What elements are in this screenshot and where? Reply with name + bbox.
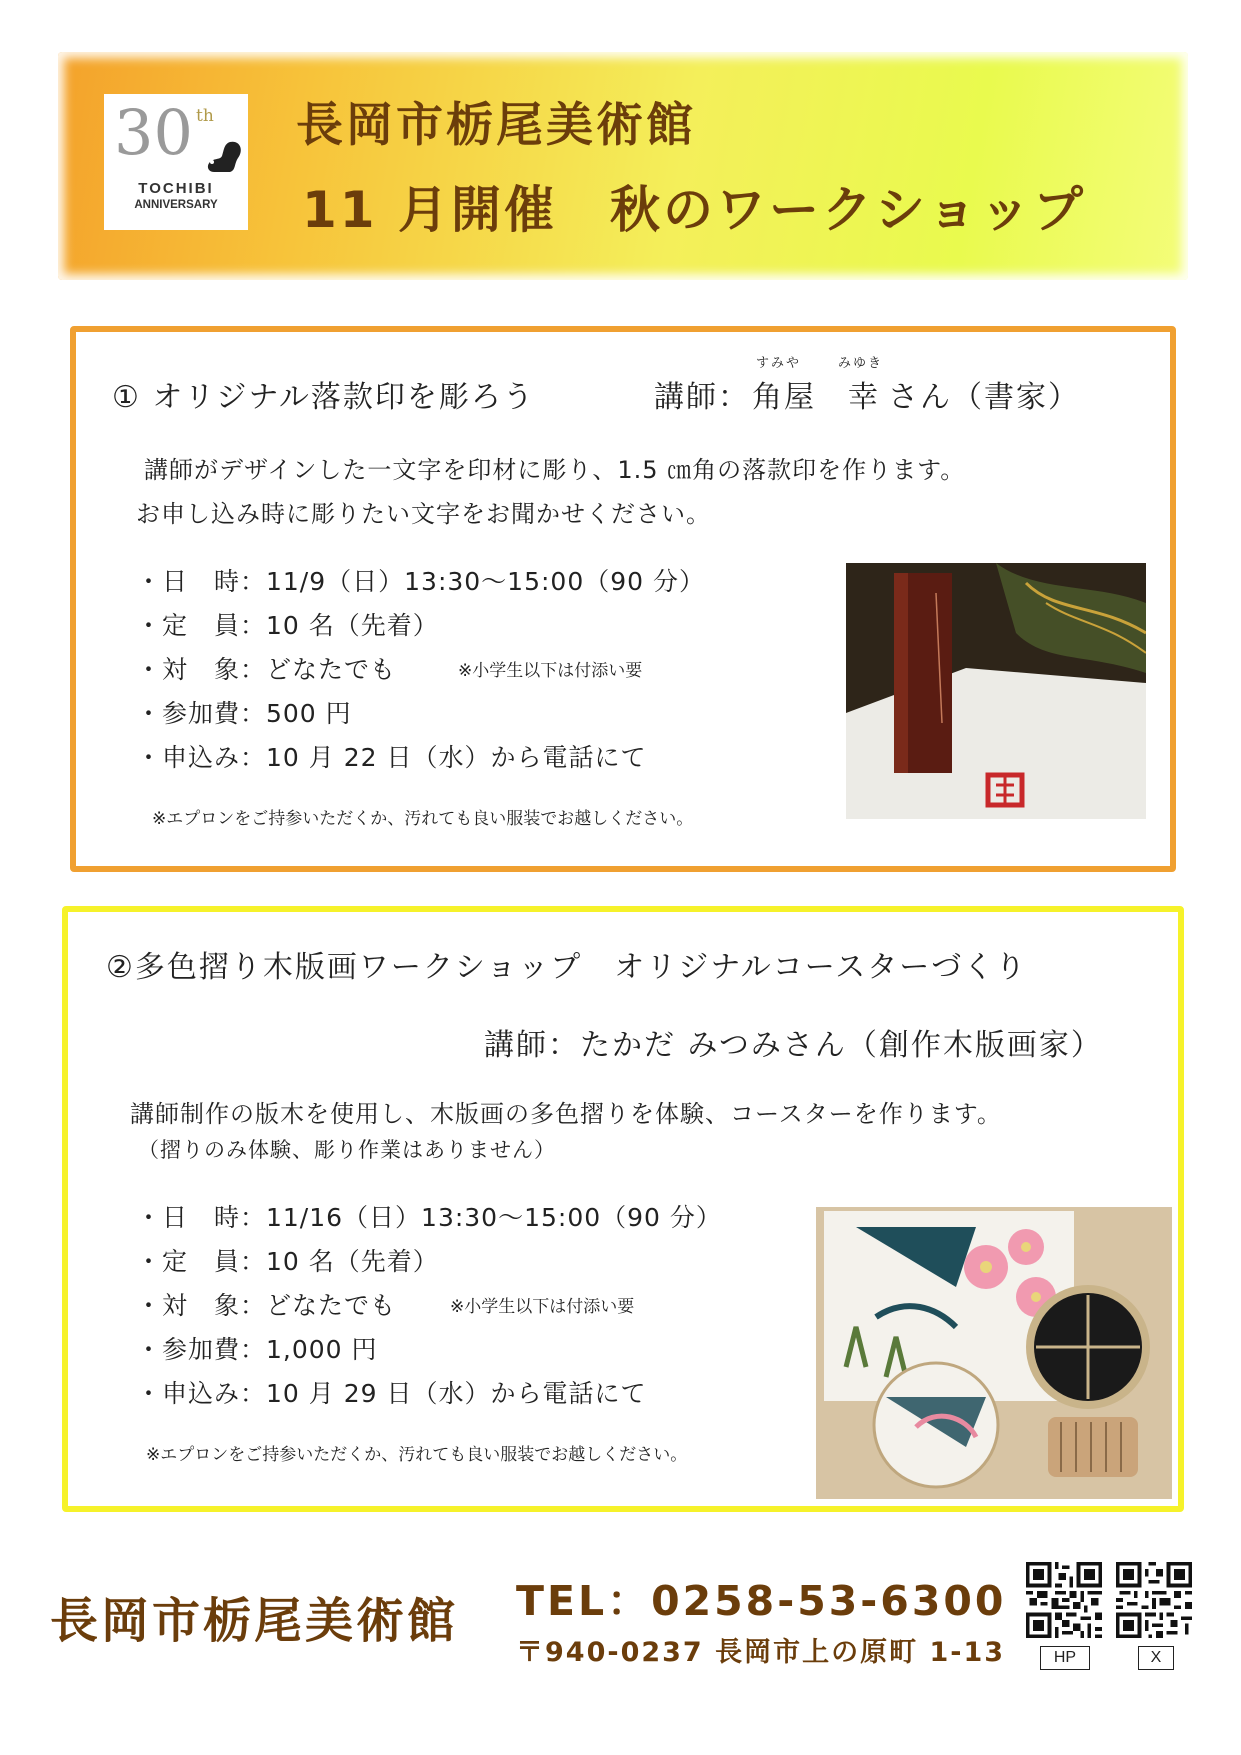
workshop2-title: ②多色摺り木版画ワークショップ オリジナルコースターづくり — [106, 950, 1028, 985]
qr-label-x: X — [1138, 1646, 1174, 1670]
workshop1-note: ※エプロンをご持参いただくか、汚れても良い服装でお越しください。 — [152, 809, 694, 829]
logo-line1: TOCHIBI — [138, 180, 214, 197]
museum-title: 長岡市栃尾美術館 — [296, 98, 696, 153]
workshop2-capacity: ・定 員：10 名（先着） — [136, 1247, 439, 1276]
qr-label-hp: HP — [1040, 1646, 1090, 1670]
logo-number: 30 — [114, 96, 193, 169]
footer-tel[interactable]: TEL：0258-53-6300 — [516, 1577, 1007, 1625]
workshop2-desc2: （摺りのみ体験、彫り作業はありません） — [138, 1138, 556, 1162]
workshop2-target: ・対 象：どなたでも — [136, 1291, 397, 1320]
footer-museum: 長岡市栃尾美術館 — [50, 1593, 459, 1649]
workshop1-instructor-prefix: 講師： — [654, 380, 750, 415]
logo-line2: ANNIVERSARY — [134, 199, 218, 211]
workshop1-instructor-suffix: さん（書家） — [888, 380, 1080, 415]
anniversary-logo — [104, 94, 248, 230]
workshop2-date: ・日 時：11/16（日）13:30～15:00（90 分） — [136, 1203, 722, 1232]
coaster-print-photo — [816, 1207, 1172, 1499]
qr-code-x[interactable] — [1116, 1562, 1192, 1642]
workshop1-title: ① オリジナル落款印を彫ろう — [112, 380, 535, 415]
seal-stamp-photo — [846, 563, 1146, 819]
workshop1-date: ・日 時：11/9（日）13:30～15:00（90 分） — [136, 567, 705, 596]
workshop1-desc2: お申し込み時に彫りたい文字をお聞かせください。 — [136, 500, 711, 528]
workshop1-apply: ・申込み：10 月 22 日（水）から電話にて — [136, 743, 647, 772]
ruby-given: みゆき — [838, 356, 884, 371]
workshop2-instructor: 講師：たかだ みつみさん（創作木版画家） — [484, 1028, 1103, 1063]
workshop1-target-note: ※小学生以下は付添い要 — [458, 661, 643, 681]
workshop2-note: ※エプロンをご持参いただくか、汚れても良い服装でお越しください。 — [146, 1445, 688, 1465]
workshop2-fee: ・参加費：1,000 円 — [136, 1335, 378, 1364]
workshop2-desc1: 講師制作の版木を使用し、木版画の多色摺りを体験、コースターを作ります。 — [130, 1100, 1002, 1128]
workshop2-target-note: ※小学生以下は付添い要 — [450, 1297, 635, 1317]
ruby-surname: すみや — [756, 356, 802, 371]
workshop1-fee: ・参加費：500 円 — [136, 699, 352, 728]
workshop1-capacity: ・定 員：10 名（先着） — [136, 611, 439, 640]
footer-address: 〒940-0237 長岡市上の原町 1-13 — [516, 1637, 1006, 1668]
workshop1-instructor-name: 角屋 幸 — [752, 380, 880, 415]
workshop2-apply: ・申込み：10 月 29 日（水）から電話にて — [136, 1379, 647, 1408]
qr-code-hp[interactable] — [1026, 1562, 1102, 1642]
workshop1-target: ・対 象：どなたでも — [136, 655, 397, 684]
workshop1-desc1: 講師がデザインした一文字を印材に彫り、1.5 ㎝角の落款印を作ります。 — [144, 456, 966, 484]
logo-suffix: th — [196, 106, 214, 126]
squirrel-icon — [200, 136, 244, 176]
page-subtitle: 11 月開催 秋のワークショップ — [302, 181, 1086, 239]
